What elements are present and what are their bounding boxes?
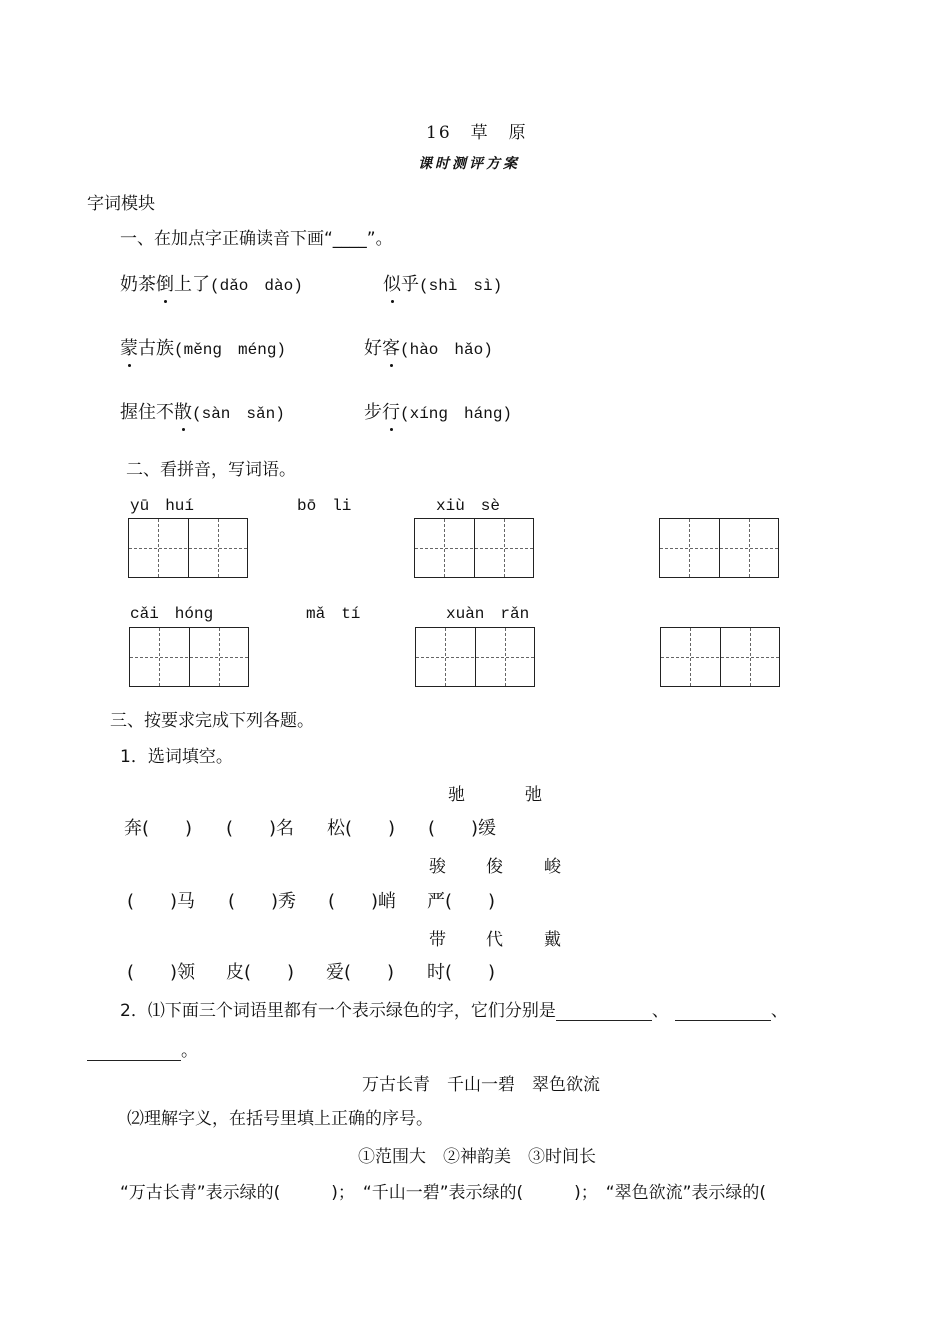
page-subtitle: 课时测评方案 bbox=[418, 156, 520, 172]
pinyin-label: xuàn rǎn bbox=[446, 605, 530, 623]
final-item: “万古长青”表示绿的( )； bbox=[120, 1183, 355, 1203]
q1-item-text: 好 bbox=[364, 338, 382, 359]
q1-item-text: 步 bbox=[364, 402, 382, 423]
final-item: “千山一碧”表示绿的( )； bbox=[362, 1183, 598, 1203]
answer-blank[interactable] bbox=[556, 1002, 652, 1021]
final-line bbox=[120, 1178, 766, 1203]
pinyin-options: (xíng háng) bbox=[400, 405, 513, 423]
q1-item-text: 握住不 bbox=[120, 402, 174, 423]
fill-item: ( )名 bbox=[226, 818, 295, 839]
writing-grid[interactable] bbox=[660, 627, 780, 687]
pinyin-options: (hào hǎo) bbox=[400, 341, 493, 359]
q1-item bbox=[120, 334, 286, 360]
writing-grid[interactable] bbox=[415, 627, 535, 687]
period: 。 bbox=[181, 1041, 198, 1061]
writing-grid[interactable] bbox=[659, 518, 779, 578]
pinyin-label: mǎ tí bbox=[306, 605, 361, 623]
fill-item: ( )缓 bbox=[428, 818, 497, 839]
q3-sub2a-text: 2．⑴下面三个词语里都有一个表示绿色的字，它们分别是 bbox=[120, 1001, 556, 1021]
q1-item bbox=[364, 334, 493, 360]
page-title: 16 草 原 bbox=[426, 123, 528, 143]
word-list: 万古长青 千山一碧 翠色欲流 bbox=[362, 1075, 600, 1095]
pinyin-label: bō li bbox=[297, 497, 352, 515]
dotted-char: 蒙 bbox=[120, 334, 138, 360]
choice-char: 代 bbox=[486, 930, 503, 950]
choice-char: 俊 bbox=[486, 857, 503, 877]
fill-item: 松( ) bbox=[327, 818, 396, 839]
fill-item: 皮( ) bbox=[226, 962, 295, 983]
pinyin-label: xiù sè bbox=[436, 497, 501, 515]
q1-item-text: 古族 bbox=[138, 338, 174, 359]
q1-item bbox=[120, 398, 285, 424]
pinyin-options: (dǎo dào) bbox=[210, 277, 303, 295]
q3-sub2a bbox=[120, 996, 788, 1021]
writing-grid[interactable] bbox=[414, 518, 534, 578]
pinyin-options: (měng méng) bbox=[174, 341, 287, 359]
dotted-char: 散 bbox=[174, 398, 192, 424]
choice-char: 弛 bbox=[525, 785, 542, 805]
pinyin-options: (sàn sǎn) bbox=[192, 405, 285, 423]
answer-blank[interactable] bbox=[675, 1002, 771, 1021]
writing-grid[interactable] bbox=[129, 627, 249, 687]
choice-char: 峻 bbox=[544, 857, 561, 877]
dotted-char: 倒 bbox=[156, 270, 174, 296]
fill-item: ( )峭 bbox=[328, 891, 397, 912]
fill-item: ( )秀 bbox=[228, 891, 297, 912]
fill-item: ( )马 bbox=[127, 891, 196, 912]
dotted-char: 行 bbox=[382, 398, 400, 424]
choice-char: 戴 bbox=[544, 930, 561, 950]
dotted-char: 客 bbox=[382, 334, 400, 360]
q1-item bbox=[383, 270, 502, 296]
fill-item: 爱( ) bbox=[326, 962, 395, 983]
q1-heading: 一、在加点字正确读音下画“____”。 bbox=[120, 229, 393, 249]
q1-item-text: 上了 bbox=[174, 274, 210, 295]
section-title: 字词模块 bbox=[87, 194, 155, 214]
fill-item: ( )领 bbox=[127, 962, 196, 983]
separator: 、 bbox=[770, 1001, 788, 1021]
q3-heading: 三、按要求完成下列各题。 bbox=[110, 711, 314, 731]
q3-sub2b: ⑵理解字义，在括号里填上正确的序号。 bbox=[127, 1109, 433, 1129]
q1-item bbox=[364, 398, 512, 424]
q1-item bbox=[120, 270, 303, 296]
choice-char: 带 bbox=[429, 930, 446, 950]
answer-blank[interactable] bbox=[87, 1042, 181, 1061]
q3-sub2a-cont bbox=[87, 1036, 198, 1061]
dotted-char: 似 bbox=[383, 270, 401, 296]
fill-item: 严( ) bbox=[427, 891, 496, 912]
writing-grid[interactable] bbox=[128, 518, 248, 578]
separator: 、 bbox=[651, 1001, 669, 1021]
q2-heading: 二、看拼音，写词语。 bbox=[126, 460, 296, 480]
fill-item: 时( ) bbox=[427, 962, 496, 983]
pinyin-label: yū huí bbox=[130, 497, 195, 515]
q3-sub1: 1．选词填空。 bbox=[120, 747, 233, 767]
pinyin-label: cǎi hóng bbox=[130, 605, 214, 623]
final-item: “翠色欲流”表示绿的( bbox=[605, 1183, 767, 1203]
choice-char: 骏 bbox=[429, 857, 446, 877]
option-list: ①范围大 ②神韵美 ③时间长 bbox=[358, 1147, 596, 1167]
choice-char: 驰 bbox=[448, 785, 465, 805]
pinyin-options: (shì sì) bbox=[419, 277, 503, 295]
q1-item-text: 奶茶 bbox=[120, 274, 156, 295]
fill-item: 奔( ) bbox=[124, 818, 193, 839]
q1-item-text: 乎 bbox=[401, 274, 419, 295]
